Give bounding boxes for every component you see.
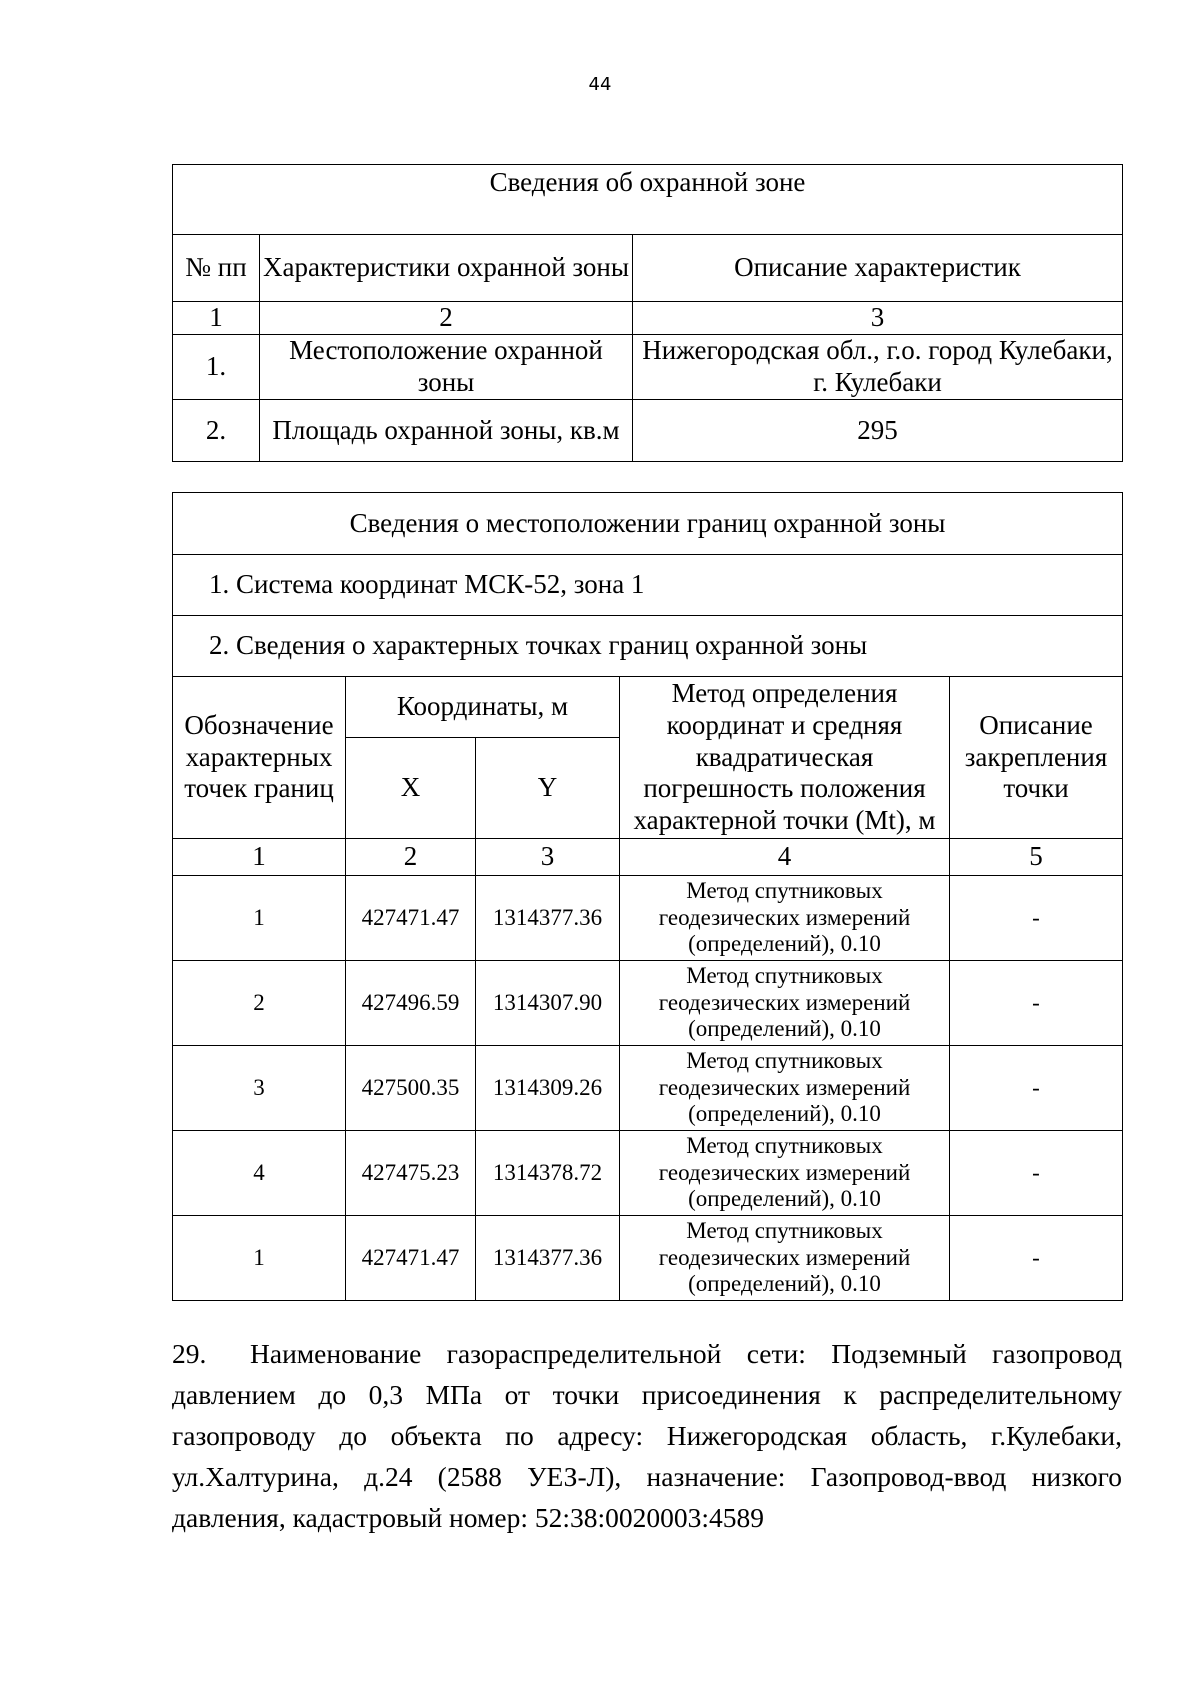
point-id: 3 bbox=[173, 1046, 346, 1131]
header-fixing: Описание закрепления точки bbox=[950, 677, 1123, 839]
point-fixing: - bbox=[950, 1216, 1123, 1301]
header-description: Описание характеристик bbox=[633, 235, 1123, 302]
point-fixing: - bbox=[950, 1131, 1123, 1216]
point-y: 1314307.90 bbox=[476, 961, 620, 1046]
header-number: № пп bbox=[173, 235, 260, 302]
protected-zone-table bbox=[172, 164, 1123, 462]
page-number: 44 bbox=[588, 74, 612, 95]
table-row bbox=[173, 400, 1123, 462]
index-cell: 1 bbox=[173, 302, 260, 335]
point-fixing: - bbox=[950, 961, 1123, 1046]
index-cell: 3 bbox=[476, 839, 620, 876]
points-title: 2. Сведения о характерных точках границ охранной зоны bbox=[173, 616, 1123, 677]
point-y: 1314377.36 bbox=[476, 876, 620, 961]
boundaries-title: Сведения о местоположении границ охранной зоны bbox=[173, 493, 1123, 555]
point-x: 427471.47 bbox=[346, 876, 476, 961]
table-row bbox=[173, 1046, 1123, 1131]
index-cell: 4 bbox=[620, 839, 950, 876]
header-x: X bbox=[346, 738, 476, 839]
point-x: 427496.59 bbox=[346, 961, 476, 1046]
point-y: 1314378.72 bbox=[476, 1131, 620, 1216]
point-method: Метод спутниковых геодезических измерений (определений), 0.10 bbox=[620, 1046, 950, 1131]
header-characteristics: Характеристики охранной зоны bbox=[260, 235, 633, 302]
row-number: 2. bbox=[173, 400, 260, 462]
characteristic-value: 295 bbox=[633, 400, 1123, 462]
paragraph-text: Наименование газораспределительной сети: Подземный газопровод давлением до 0,3 МПа от точки присоединения к распределительному газопроводу до объекта по адресу: Нижегородская область, г.Кулебаки, ул.Халтурина, д.24 (2588 УЕЗ-Л), назначение: Газопровод-ввод низкого давления, кадастровый номер: 52:38:0020003:4589 bbox=[172, 1338, 1122, 1533]
paragraph-number: 29. bbox=[172, 1338, 207, 1369]
table-row bbox=[173, 876, 1123, 961]
point-y: 1314309.26 bbox=[476, 1046, 620, 1131]
network-description-paragraph bbox=[172, 1333, 1122, 1538]
point-x: 427471.47 bbox=[346, 1216, 476, 1301]
index-cell: 1 bbox=[173, 839, 346, 876]
header-y: Y bbox=[476, 738, 620, 839]
header-method: Метод определения координат и средняя квадратическая погрешность положения характерной точки (Mt), м bbox=[620, 677, 950, 839]
protected-zone-title: Сведения об охранной зоне bbox=[173, 165, 1123, 235]
point-id: 1 bbox=[173, 876, 346, 961]
table-row bbox=[173, 961, 1123, 1046]
table-row bbox=[173, 335, 1123, 400]
header-designation: Обозначение характерных точек границ bbox=[173, 677, 346, 839]
row-number: 1. bbox=[173, 335, 260, 400]
point-id: 1 bbox=[173, 1216, 346, 1301]
point-method: Метод спутниковых геодезических измерений (определений), 0.10 bbox=[620, 1216, 950, 1301]
point-fixing: - bbox=[950, 876, 1123, 961]
characteristic-name: Местоположение охранной зоны bbox=[260, 335, 633, 400]
index-cell: 2 bbox=[260, 302, 633, 335]
header-coordinates: Координаты, м bbox=[346, 677, 620, 738]
point-fixing: - bbox=[950, 1046, 1123, 1131]
table-row bbox=[173, 1216, 1123, 1301]
boundary-points-table bbox=[172, 492, 1123, 1301]
point-method: Метод спутниковых геодезических измерений (определений), 0.10 bbox=[620, 961, 950, 1046]
point-id: 2 bbox=[173, 961, 346, 1046]
index-cell: 3 bbox=[633, 302, 1123, 335]
point-method: Метод спутниковых геодезических измерений (определений), 0.10 bbox=[620, 1131, 950, 1216]
characteristic-value: Нижегородская обл., г.о. город Кулебаки, г. Кулебаки bbox=[633, 335, 1123, 400]
coordinate-system: 1. Система координат МСК-52, зона 1 bbox=[173, 555, 1123, 616]
index-cell: 2 bbox=[346, 839, 476, 876]
point-y: 1314377.36 bbox=[476, 1216, 620, 1301]
table-row bbox=[173, 1131, 1123, 1216]
characteristic-name: Площадь охранной зоны, кв.м bbox=[260, 400, 633, 462]
point-method: Метод спутниковых геодезических измерений (определений), 0.10 bbox=[620, 876, 950, 961]
point-x: 427475.23 bbox=[346, 1131, 476, 1216]
index-cell: 5 bbox=[950, 839, 1123, 876]
point-x: 427500.35 bbox=[346, 1046, 476, 1131]
point-id: 4 bbox=[173, 1131, 346, 1216]
